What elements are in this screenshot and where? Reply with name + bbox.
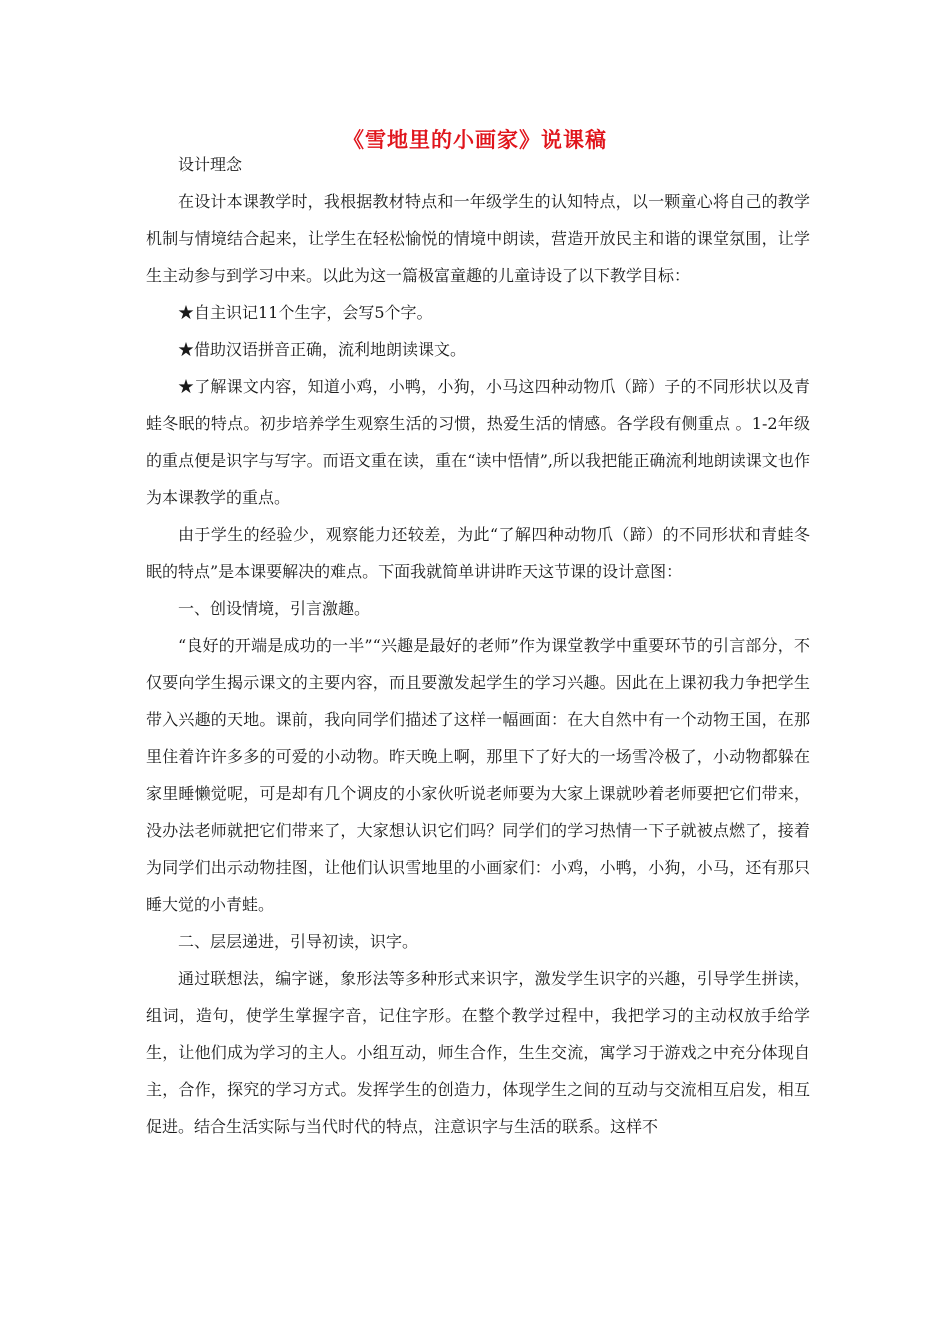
document-body xyxy=(146,146,810,1145)
paragraph-section-2: 通过联想法，编字谜，象形法等多种形式来识字，激发学生识字的兴趣，引导学生拼读，组词，造句，使学生掌握字音，记住字形。在整个教学过程中，我把学习的主动权放手给学生，让他们成为学习的主人。小组互动，师生合作，生生交流，寓学习于游戏之中充分体现自主，合作，探究的学习方式。发挥学生的创造力，体现学生之间的互动与交流相互启发，相互促进。结合生活实际与当代时代的特点，注意识字与生活的联系。这样不 xyxy=(146,969,810,1136)
paragraph-difficulty: 由于学生的经验少，观察能力还较差，为此“了解四种动物爪（蹄）的不同形状和青蛙冬眠的特点”是本课要解决的难点。下面我就简单讲讲昨天这节课的设计意图： xyxy=(146,525,810,581)
section-heading-1: 一、创设情境，引言激趣。 xyxy=(178,599,371,618)
document-title: 《雪地里的小画家》说课稿 xyxy=(343,127,607,152)
goal-item-3: ★了解课文内容，知道小鸡，小鸭，小狗，小马这四种动物爪（蹄）子的不同形状以及青蛙冬眠的特点。初步培养学生观察生活的习惯，热爱生活的情感。各学段有侧重点 。1-2年级的重点便是识字与写字。而语文重在读，重在“读中悟情”,所以我把能正确流利地朗读课文也作为本课教学的重点。 xyxy=(146,377,810,507)
goal-item-1: ★自主识记11个生字，会写5个字。 xyxy=(178,303,433,322)
paragraph-intro: 在设计本课教学时，我根据教材特点和一年级学生的认知特点，以一颗童心将自己的教学机制与情境结合起来，让学生在轻松愉悦的情境中朗读，营造开放民主和谐的课堂氛围，让学生主动参与到学习中来。以此为这一篇极富童趣的儿童诗设了以下教学目标： xyxy=(146,192,810,285)
paragraph-section-1: “良好的开端是成功的一半”“兴趣是最好的老师”作为课堂教学中重要环节的引言部分，不仅要向学生揭示课文的主要内容，而且要激发起学生的学习兴趣。因此在上课初我力争把学生带入兴趣的天地。课前，我向同学们描述了这样一幅画面：在大自然中有一个动物王国，在那里住着许许多多的可爱的小动物。昨天晚上啊，那里下了好大的一场雪冷极了，小动物都躲在家里睡懒觉呢，可是却有几个调皮的小家伙听说老师要为大家上课就吵着老师要把它们带来，没办法老师就把它们带来了，大家想认识它们吗？同学们的学习热情一下子就被点燃了，接着为同学们出示动物挂图，让他们认识雪地里的小画家们：小鸡，小鸭，小狗，小马，还有那只睡大觉的小青蛙。 xyxy=(146,636,810,914)
section-heading-design-concept: 设计理念 xyxy=(178,155,243,174)
goal-item-2: ★借助汉语拼音正确，流利地朗读课文。 xyxy=(178,340,467,359)
section-heading-2: 二、层层递进，引导初读，识字。 xyxy=(178,932,419,951)
